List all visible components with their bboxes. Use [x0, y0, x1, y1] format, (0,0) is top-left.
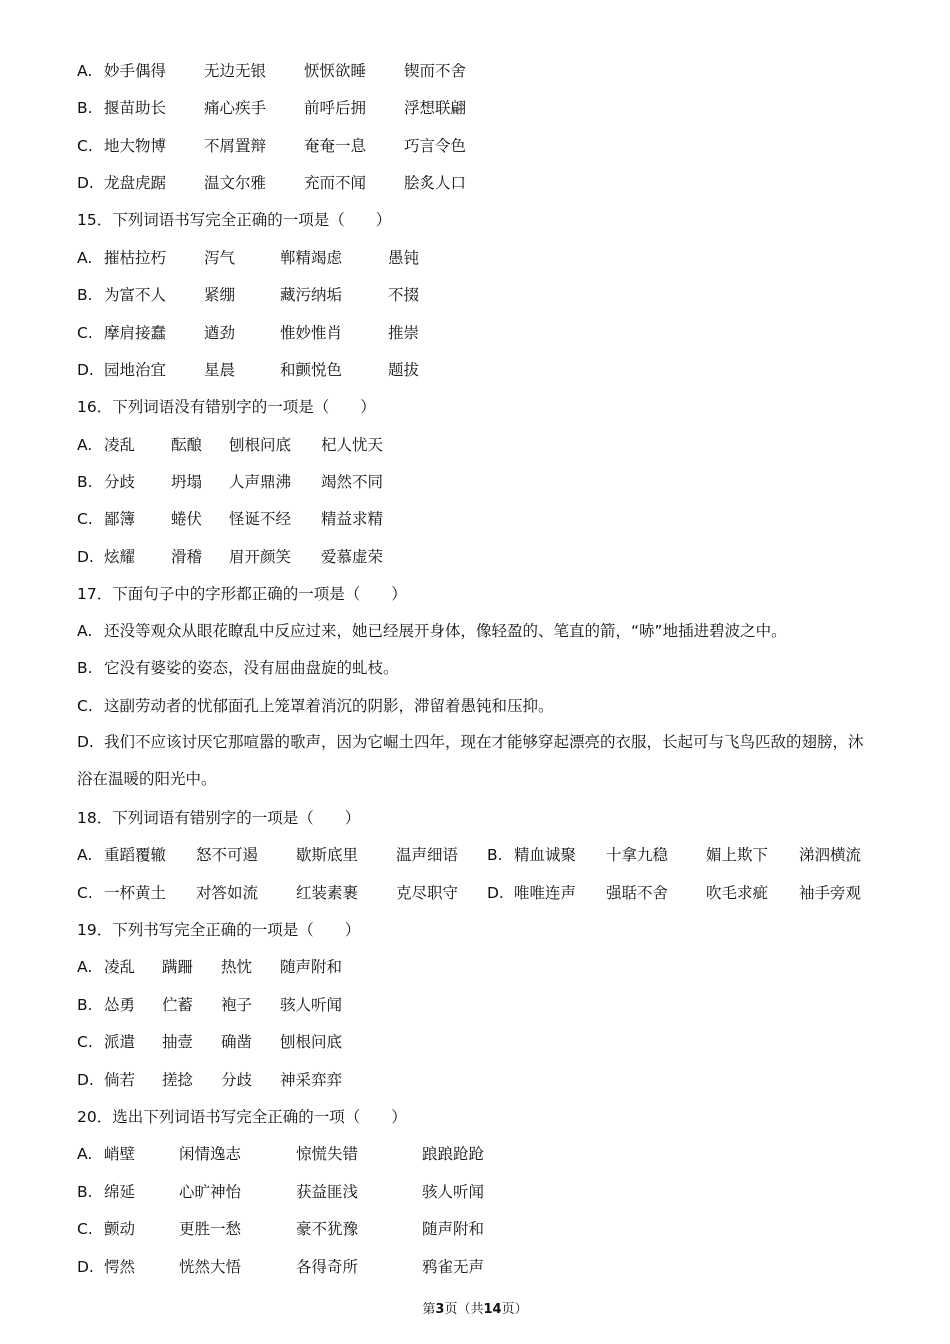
option-word: 十拿九稳 — [606, 846, 669, 864]
option-text: 我们不应该讨厌它那喧嚣的歌声，因为它崛土四年，现在才能够穿起漂亮的衣服，长起可与飞鸟匹敌的翅膀，沐浴在温暖的阳光中。 — [77, 733, 864, 788]
option-word: 锲而不舍 — [404, 62, 467, 80]
option-word: 随声附和 — [280, 958, 343, 976]
option-word: 分歧 — [104, 473, 136, 491]
option-word: 揠苗助长 — [104, 99, 167, 117]
option-word: 凌乱 — [104, 436, 136, 454]
q20-option-d — [77, 1257, 877, 1277]
option-label: B. — [77, 286, 93, 304]
option-word: 豪不犹豫 — [296, 1220, 359, 1238]
option-word: 眉开颜笑 — [229, 548, 292, 566]
option-word: 媚上欺下 — [706, 846, 769, 864]
option-word: 各得奇所 — [296, 1258, 359, 1276]
option-word: 脍炙人口 — [404, 174, 467, 192]
page-footer — [0, 1298, 950, 1317]
option-word: 凌乱 — [104, 958, 136, 976]
q17-option-a — [77, 621, 877, 641]
option-label: C. — [77, 510, 93, 528]
q16-option-b — [77, 472, 877, 492]
option-label: A. — [77, 622, 93, 640]
option-word: 恹恹欲睡 — [304, 62, 367, 80]
footer-prefix: 第 — [422, 1302, 436, 1317]
option-label: A. — [77, 436, 93, 454]
option-word: 不掇 — [388, 286, 420, 304]
q18-row-cd — [77, 883, 877, 903]
option-word: 蹒跚 — [162, 958, 194, 976]
option-word: 吹毛求疵 — [706, 884, 769, 902]
option-word: 摧枯拉朽 — [104, 249, 167, 267]
q19-option-d — [77, 1070, 877, 1090]
option-word: 恍然大悟 — [179, 1258, 242, 1276]
option-word: 随声附和 — [422, 1220, 485, 1238]
option-word: 惟妙惟肖 — [280, 324, 343, 342]
option-word: 温文尔雅 — [204, 174, 267, 192]
option-word: 爱慕虚荣 — [321, 548, 384, 566]
option-word: 鄙簿 — [104, 510, 136, 528]
option-word: 竭然不同 — [321, 473, 384, 491]
option-word: 为富不人 — [104, 286, 167, 304]
option-label: C. — [77, 884, 93, 902]
option-word: 怪诞不经 — [229, 510, 292, 528]
option-word: 龙盘虎踞 — [104, 174, 167, 192]
option-word: 热忱 — [221, 958, 253, 976]
option-word: 骇人听闻 — [422, 1183, 485, 1201]
option-word: 怒不可遏 — [196, 846, 259, 864]
option-word: 伫蓄 — [162, 996, 194, 1014]
option-text: 它没有婆娑的姿态，没有屈曲盘旋的虬枝。 — [104, 659, 399, 677]
option-word: 园地治宜 — [104, 361, 167, 379]
option-label: A. — [77, 62, 93, 80]
q20-option-b — [77, 1182, 877, 1202]
q18-row-ab — [77, 845, 877, 865]
q16-option-a — [77, 435, 877, 455]
option-word: 炫耀 — [104, 548, 136, 566]
option-label: D. — [487, 884, 504, 902]
option-text: 还没等观众从眼花瞭乱中反应过来，她已经展开身体，像轻盈的、笔直的箭，“哧”地插进碧波之中。 — [104, 622, 787, 640]
option-word: 充而不闻 — [304, 174, 367, 192]
option-word: 妙手偶得 — [104, 62, 167, 80]
q14-option-b — [77, 98, 877, 118]
option-word: 颤动 — [104, 1220, 136, 1238]
option-word: 红装素裹 — [296, 884, 359, 902]
option-word: 愕然 — [104, 1258, 136, 1276]
option-word: 强聒不舍 — [606, 884, 669, 902]
option-word: 地大物博 — [104, 137, 167, 155]
q16-stem: 16．下列词语没有错别字的一项是（ ） — [77, 398, 376, 416]
q14-option-a — [77, 61, 877, 81]
option-word: 愚钝 — [388, 249, 420, 267]
q20-option-c — [77, 1219, 877, 1239]
q15-option-c — [77, 323, 877, 343]
option-label: B. — [77, 473, 93, 491]
footer-suffix: 页） — [501, 1302, 528, 1317]
option-label: C. — [77, 324, 93, 342]
option-word: 精血诚聚 — [514, 846, 577, 864]
option-word: 搓捻 — [162, 1071, 194, 1089]
option-word: 绵延 — [104, 1183, 136, 1201]
option-label: C. — [77, 137, 93, 155]
q17-stem: 17．下面句子中的字形都正确的一项是（ ） — [77, 585, 407, 603]
option-word: 紧绷 — [204, 286, 236, 304]
option-word: 对答如流 — [196, 884, 259, 902]
q14-option-d — [77, 173, 877, 193]
option-label: D. — [77, 1071, 94, 1089]
option-label: A. — [77, 1145, 93, 1163]
option-label: A. — [77, 249, 93, 267]
option-text: 这副劳动者的忧郁面孔上笼罩着消沉的阴影，滞留着愚钝和压抑。 — [104, 697, 554, 715]
option-label: B. — [77, 659, 93, 677]
option-word: 倘若 — [104, 1071, 136, 1089]
option-word: 刨根问底 — [280, 1033, 343, 1051]
q19-option-b — [77, 995, 877, 1015]
option-word: 怂勇 — [104, 996, 136, 1014]
option-word: 骇人听闻 — [280, 996, 343, 1014]
option-word: 袍子 — [221, 996, 253, 1014]
option-word: 前呼后拥 — [304, 99, 367, 117]
option-word: 酝酿 — [171, 436, 203, 454]
option-word: 巧言令色 — [404, 137, 467, 155]
option-label: A. — [77, 958, 93, 976]
option-word: 杞人忧天 — [321, 436, 384, 454]
option-word: 推崇 — [388, 324, 420, 342]
option-word: 题拔 — [388, 361, 420, 379]
option-word: 袖手旁观 — [799, 884, 862, 902]
option-word: 蜷伏 — [171, 510, 203, 528]
option-word: 藏污纳垢 — [280, 286, 343, 304]
option-word: 鸦雀无声 — [422, 1258, 485, 1276]
option-word: 确凿 — [221, 1033, 253, 1051]
q20-stem: 20．选出下列词语书写完全正确的一项（ ） — [77, 1108, 407, 1126]
option-word: 奄奄一息 — [304, 137, 367, 155]
option-word: 分歧 — [221, 1071, 253, 1089]
q19-option-c — [77, 1032, 877, 1052]
option-word: 唯唯连声 — [514, 884, 577, 902]
option-word: 抽壹 — [162, 1033, 194, 1051]
option-label: B. — [77, 1183, 93, 1201]
option-label: D. — [77, 174, 94, 192]
option-label: D. — [77, 361, 94, 379]
q19-stem: 19．下列书写完全正确的一项是（ ） — [77, 921, 361, 939]
q17-option-c — [77, 696, 877, 716]
option-word: 派遣 — [104, 1033, 136, 1051]
option-label: C. — [77, 697, 93, 715]
option-word: 和颤悦色 — [280, 361, 343, 379]
q17-option-b — [77, 658, 877, 678]
option-word: 克尽职守 — [396, 884, 459, 902]
option-label: D. — [77, 548, 94, 566]
option-label: B. — [487, 846, 503, 864]
option-word: 峭壁 — [104, 1145, 136, 1163]
footer-middle: 页（共 — [444, 1302, 484, 1317]
option-word: 无边无银 — [204, 62, 267, 80]
option-word: 踉踉跄跄 — [422, 1145, 485, 1163]
option-word: 坍塌 — [171, 473, 203, 491]
q15-option-a — [77, 248, 877, 268]
option-word: 涕泗横流 — [799, 846, 862, 864]
option-word: 滑稽 — [171, 548, 203, 566]
q15-option-b — [77, 285, 877, 305]
option-word: 郸精竭虑 — [280, 249, 343, 267]
q14-option-c — [77, 136, 877, 156]
q17-option-d — [77, 724, 867, 798]
option-label: C. — [77, 1033, 93, 1051]
option-word: 遒劲 — [204, 324, 236, 342]
option-word: 刨根问底 — [229, 436, 292, 454]
option-label: A. — [77, 846, 93, 864]
q20-option-a — [77, 1144, 877, 1164]
option-word: 一杯黄土 — [104, 884, 167, 902]
option-word: 重蹈覆辙 — [104, 846, 167, 864]
option-label: D. — [77, 1258, 94, 1276]
page-number: 3 — [435, 1302, 445, 1317]
option-label: B. — [77, 99, 93, 117]
option-word: 精益求精 — [321, 510, 384, 528]
option-word: 心旷神怡 — [179, 1183, 242, 1201]
option-word: 更胜一愁 — [179, 1220, 242, 1238]
option-word: 浮想联翩 — [404, 99, 467, 117]
q15-stem: 15．下列词语书写完全正确的一项是（ ） — [77, 211, 392, 229]
option-word: 闲情逸志 — [179, 1145, 242, 1163]
option-label: D. — [77, 733, 94, 751]
q18-stem: 18．下列词语有错别字的一项是（ ） — [77, 809, 361, 827]
option-word: 摩肩接蠢 — [104, 324, 167, 342]
q19-option-a — [77, 957, 877, 977]
option-word: 歇斯底里 — [296, 846, 359, 864]
q16-option-c — [77, 509, 877, 529]
option-word: 星晨 — [204, 361, 236, 379]
option-word: 痛心疾手 — [204, 99, 267, 117]
q16-option-d — [77, 547, 877, 567]
option-word: 神采弈弈 — [280, 1071, 343, 1089]
option-word: 温声细语 — [396, 846, 459, 864]
total-pages: 14 — [483, 1302, 502, 1317]
option-label: B. — [77, 996, 93, 1014]
option-label: C. — [77, 1220, 93, 1238]
option-word: 获益匪浅 — [296, 1183, 359, 1201]
option-word: 惊慌失错 — [296, 1145, 359, 1163]
q15-option-d — [77, 360, 877, 380]
option-word: 不屑置辩 — [204, 137, 267, 155]
option-word: 人声鼎沸 — [229, 473, 292, 491]
option-word: 泻气 — [204, 249, 236, 267]
